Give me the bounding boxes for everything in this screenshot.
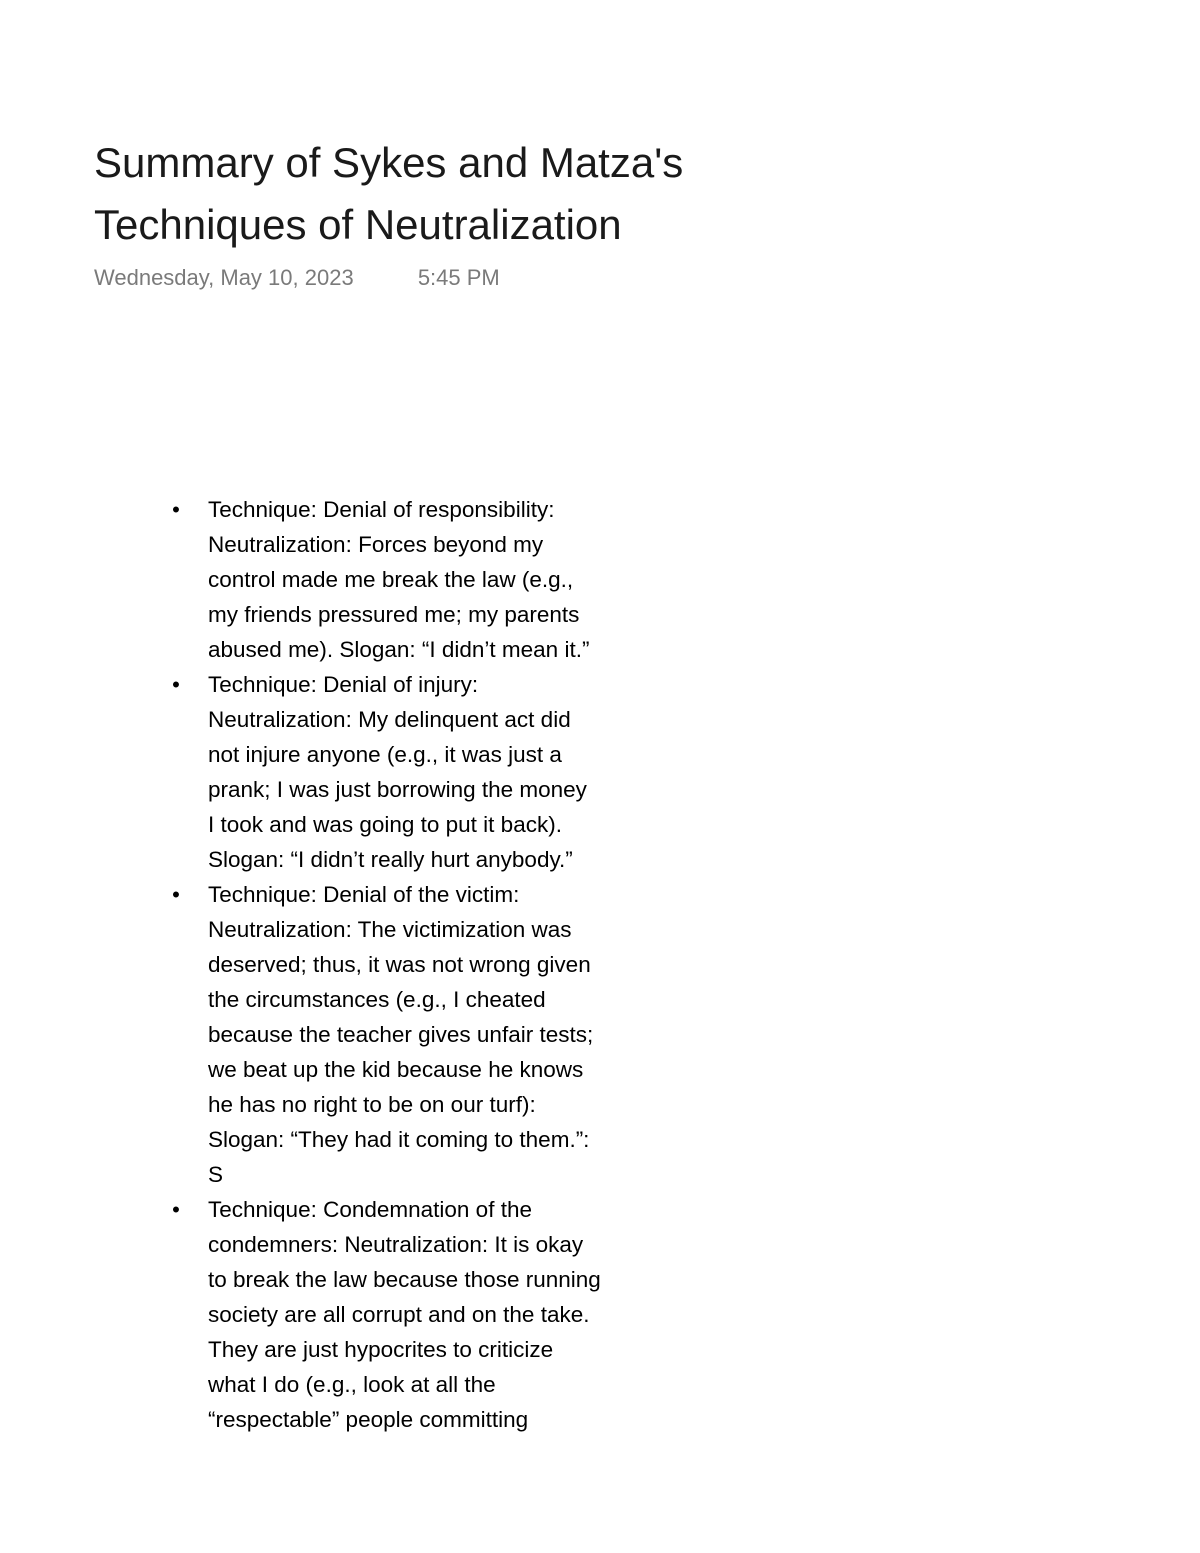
list-item-line: he has no right to be on our turf):	[208, 1092, 536, 1117]
list-item-line: we beat up the kid because he knows	[208, 1057, 584, 1082]
bullet-icon: •	[172, 882, 180, 907]
page-title	[94, 132, 854, 256]
list-item-line: Slogan: “I didn’t really hurt anybody.”	[208, 847, 573, 872]
bullet-icon: •	[172, 497, 180, 522]
list-item-line: They are just hypocrites to criticize	[208, 1337, 554, 1362]
list-item[interactable]	[170, 667, 690, 877]
list-item-line: control made me break the law (e.g.,	[208, 567, 574, 592]
list-item-line: Neutralization: My delinquent act did	[208, 707, 571, 732]
list-item-line: to break the law because those running	[208, 1267, 601, 1292]
list-item-line: I took and was going to put it back).	[208, 812, 562, 837]
list-item-line: the circumstances (e.g., I cheated	[208, 987, 546, 1012]
list-item-line: Slogan: “They had it coming to them.”:	[208, 1127, 590, 1152]
list-item-line: abused me). Slogan: “I didn’t mean it.”	[208, 637, 590, 662]
list-item-line: condemners: Neutralization: It is okay	[208, 1232, 584, 1257]
list-item-line: what I do (e.g., look at all the	[208, 1372, 496, 1397]
list-item-line: Technique: Denial of injury:	[208, 672, 479, 697]
list-item-line: Neutralization: Forces beyond my	[208, 532, 544, 557]
list-item-line: Neutralization: The victimization was	[208, 917, 572, 942]
techniques-list	[170, 492, 690, 1437]
note-timestamp	[94, 262, 500, 294]
list-item-line: not injure anyone (e.g., it was just a	[208, 742, 562, 767]
list-item[interactable]	[170, 1192, 690, 1437]
list-item-line: society are all corrupt and on the take.	[208, 1302, 590, 1327]
list-item-line: my friends pressured me; my parents	[208, 602, 580, 627]
note-date: Wednesday, May 10, 2023	[94, 265, 354, 290]
bullet-icon: •	[172, 1197, 180, 1222]
list-item-line: deserved; thus, it was not wrong given	[208, 952, 591, 977]
list-item-line: Technique: Denial of the victim:	[208, 882, 520, 907]
list-item-line: because the teacher gives unfair tests;	[208, 1022, 594, 1047]
note-time: 5:45 PM	[417, 265, 500, 290]
list-item-line: Technique: Condemnation of the	[208, 1197, 532, 1222]
page-title-line: Techniques of Neutralization	[94, 201, 622, 248]
list-item-line: S	[208, 1162, 224, 1187]
bullet-icon: •	[172, 672, 180, 697]
list-item[interactable]	[170, 492, 690, 667]
list-item[interactable]	[170, 877, 690, 1192]
list-item-line: “respectable” people committing	[208, 1407, 529, 1432]
page-title-line: Summary of Sykes and Matza's	[94, 139, 684, 186]
list-item-line: prank; I was just borrowing the money	[208, 777, 587, 802]
list-item-line: Technique: Denial of responsibility:	[208, 497, 555, 522]
